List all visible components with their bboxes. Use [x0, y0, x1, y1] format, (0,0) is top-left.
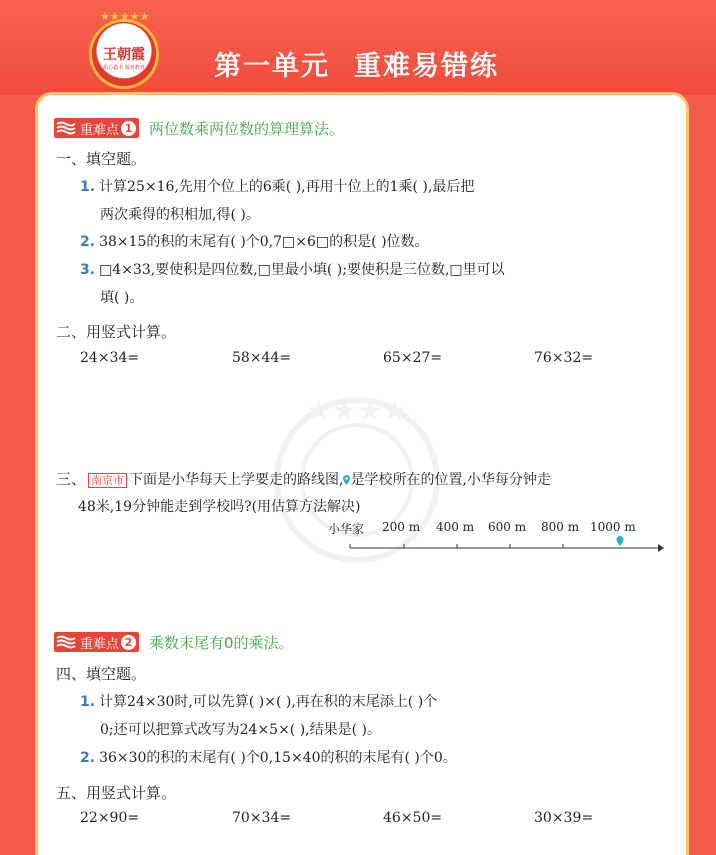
question-item: [80, 231, 429, 251]
calc-problem: 70×34=: [232, 810, 292, 826]
item-number: 1.: [80, 694, 96, 710]
badge-number: 1: [121, 121, 136, 136]
item-text: □4×33,要使积是四位数,□里最小填( );要使积是三位数,□里可以: [99, 262, 505, 278]
question-title: 五、用竖式计算。: [56, 784, 177, 802]
star-icon: ★★★★★: [100, 10, 150, 23]
section-title: 乘数末尾有0的乘法。: [149, 633, 294, 652]
page-title-unit: 第一单元: [214, 51, 330, 82]
word-problem: [56, 468, 551, 489]
calc-problem: 24×34=: [80, 350, 140, 366]
item-text: 计算24×30时,可以先算( )×( ),再在积的末尾添上( )个: [99, 694, 438, 710]
calc-problem: 58×44=: [232, 350, 292, 366]
route-mark: 400 m: [436, 520, 475, 534]
badge-number: 2: [121, 635, 136, 650]
route-mark: 800 m: [541, 520, 580, 534]
item-text-cont: 填( )。: [100, 290, 144, 306]
question-title: 二、用竖式计算。: [56, 323, 177, 341]
question-item: [80, 691, 437, 711]
section-head-1: [54, 118, 344, 138]
key-point-badge: [54, 632, 139, 652]
badge-label: 重难点: [80, 122, 120, 138]
waves-icon: [56, 635, 76, 649]
section-head-2: [54, 632, 294, 652]
route-line: [320, 534, 665, 554]
calc-problem: 46×50=: [383, 810, 443, 826]
route-mark: 600 m: [488, 520, 527, 534]
header-band: [0, 0, 716, 95]
city-tag: 南京市: [88, 473, 127, 488]
section-title: 两位数乘两位数的算理算法。: [149, 119, 345, 138]
question-item: [80, 176, 474, 196]
calc-problem: 65×27=: [383, 350, 443, 366]
item-text-cont: 两次乘得的积相加,得( )。: [100, 207, 260, 223]
item-text: 36×30的积的末尾有( )个0,15×40的积的末尾有( )个0。: [99, 750, 457, 766]
calc-problem: 30×39=: [534, 810, 594, 826]
school-pin-icon: [617, 536, 624, 546]
page-title: [214, 44, 499, 83]
problem-text: 下面是小华每天上学要走的路线图,: [129, 472, 344, 488]
item-text-cont: 0;还可以把算式改写为24×5×( ),结果是( )。: [100, 722, 382, 738]
page-title-topic: 重难易错练: [354, 51, 499, 82]
item-text: 计算25×16,先用个位上的6乘( ),再用十位上的1乘( ),最后把: [99, 179, 475, 195]
item-number: 2.: [80, 750, 96, 766]
route-mark: 1000 m: [590, 520, 636, 534]
calc-problem: 76×32=: [534, 350, 594, 366]
route-diagram: [320, 520, 665, 560]
item-number: 3.: [80, 262, 96, 278]
question-item: [80, 747, 457, 767]
logo-subtitle: 用心做书 服务教育: [103, 65, 145, 71]
question-title: 一、填空题。: [56, 150, 147, 168]
logo-text: 王朝霞: [103, 47, 145, 63]
waves-icon: [56, 121, 76, 135]
item-text: 38×15的积的末尾有( )个0,7□×6□的积是( )位数。: [99, 234, 429, 250]
question-prefix: 三、: [56, 470, 87, 488]
item-number: 1.: [80, 179, 96, 195]
question-item: [80, 259, 505, 279]
badge-label: 重难点: [80, 636, 120, 652]
question-title: 四、填空题。: [56, 665, 147, 683]
item-number: 2.: [80, 234, 96, 250]
route-mark: 200 m: [382, 520, 421, 534]
problem-text-cont: 48米,19分钟能走到学校吗?(用估算方法解决): [78, 499, 361, 515]
publisher-logo: [92, 10, 156, 86]
problem-text: 是学校所在的位置,小华每分钟走: [350, 472, 551, 488]
key-point-badge: [54, 118, 139, 138]
calc-problem: 22×90=: [80, 810, 140, 826]
route-start-label: 小华家: [328, 522, 365, 536]
